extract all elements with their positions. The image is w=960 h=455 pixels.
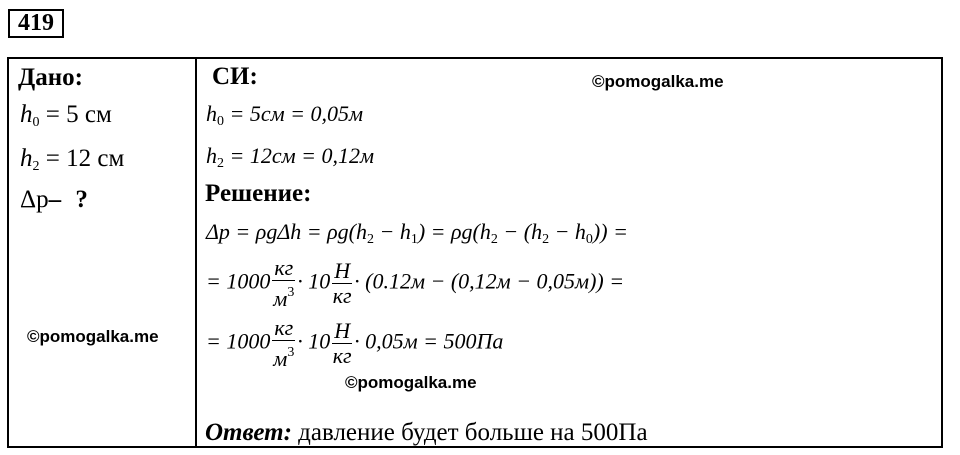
watermark-middle: ©pomogalka.me bbox=[345, 373, 477, 392]
eq2-lead: = 1000 bbox=[206, 268, 271, 294]
eq3-f2-numerator: Н bbox=[334, 318, 351, 343]
eq1-sub5: 0 bbox=[585, 232, 593, 247]
eq3-mid: · 10 bbox=[297, 328, 331, 354]
solution-header: Решение: bbox=[205, 180, 312, 207]
eq1-sub2: 1 bbox=[410, 232, 418, 247]
eq2-f1-denominator: $м^3$ bbox=[273, 285, 295, 311]
equation-2 bbox=[206, 256, 624, 311]
eq1-sub4: 2 bbox=[542, 232, 550, 247]
eq1-part5: − h bbox=[549, 219, 586, 244]
eq3-tail: · 0,05м = 500Па bbox=[354, 328, 504, 354]
eq3-f1-denominator: $м^3$ bbox=[273, 345, 295, 371]
table-column-divider bbox=[195, 57, 197, 448]
eq2-f2-denominator: кг bbox=[332, 283, 352, 308]
si-line-2-var: h bbox=[206, 143, 217, 168]
eq1-sub3: 2 bbox=[490, 232, 498, 247]
eq1-sub1: 2 bbox=[366, 232, 374, 247]
si-line-1-var: h bbox=[206, 101, 217, 126]
eq2-f1-numerator: кг bbox=[274, 255, 294, 280]
given-h2 bbox=[20, 145, 124, 175]
equation-1 bbox=[206, 219, 628, 248]
eq1-part2: − h bbox=[373, 219, 411, 244]
si-line-2 bbox=[206, 143, 374, 172]
equation-3 bbox=[206, 316, 503, 371]
given-h0-sub: 0 bbox=[32, 115, 40, 130]
answer-text: давление будет больше на 500Па bbox=[291, 419, 648, 446]
si-line-1-sub: 0 bbox=[217, 114, 224, 129]
table-right-border bbox=[941, 57, 943, 448]
given-find-dash: – bbox=[48, 186, 68, 213]
given-find bbox=[20, 186, 88, 214]
eq3-f2-denominator: кг bbox=[332, 343, 352, 368]
eq2-mid: · 10 bbox=[297, 268, 331, 294]
eq1-part4: − (h bbox=[497, 219, 543, 244]
si-line-2-sub: 2 bbox=[217, 156, 224, 171]
eq3-f1-numerator: кг bbox=[274, 315, 294, 340]
given-h2-sub: 2 bbox=[32, 159, 40, 174]
watermark-top: ©pomogalka.me bbox=[592, 72, 724, 91]
eq2-f2-numerator: Н bbox=[334, 258, 351, 283]
answer-label: Ответ: bbox=[205, 419, 292, 446]
si-line-1 bbox=[206, 101, 363, 130]
eq2-fraction-n-per-kg bbox=[332, 259, 352, 308]
given-h2-var: h bbox=[20, 145, 33, 172]
table-left-border bbox=[7, 57, 9, 448]
si-line-1-value: = 5см = 0,05м bbox=[224, 101, 364, 126]
given-header: Дано: bbox=[18, 64, 83, 91]
answer-line bbox=[205, 419, 648, 447]
eq3-fraction-n-per-kg bbox=[332, 319, 352, 368]
table-top-border bbox=[7, 57, 943, 59]
eq3-lead: = 1000 bbox=[206, 328, 271, 354]
eq3-fraction-kg-per-m3 bbox=[272, 316, 295, 371]
problem-number: 419 bbox=[8, 9, 64, 38]
eq1-part3: ) = ρg(h bbox=[417, 219, 491, 244]
eq1-part1: Δp = ρgΔh = ρg(h bbox=[206, 219, 367, 244]
eq2-tail: · (0.12м − (0,12м − 0,05м)) = bbox=[354, 268, 625, 294]
given-find-symbol: Δр bbox=[20, 186, 49, 213]
eq1-part6: )) = bbox=[592, 219, 628, 244]
given-h0 bbox=[20, 101, 112, 131]
eq2-fraction-kg-per-m3 bbox=[272, 256, 295, 311]
si-header: СИ: bbox=[212, 63, 258, 90]
si-line-2-value: = 12см = 0,12м bbox=[224, 143, 375, 168]
given-h0-var: h bbox=[20, 101, 33, 128]
given-h2-value: = 12 см bbox=[39, 145, 125, 172]
watermark-left: ©pomogalka.me bbox=[27, 327, 159, 346]
given-h0-value: = 5 см bbox=[39, 101, 112, 128]
given-find-question: ? bbox=[75, 186, 88, 213]
